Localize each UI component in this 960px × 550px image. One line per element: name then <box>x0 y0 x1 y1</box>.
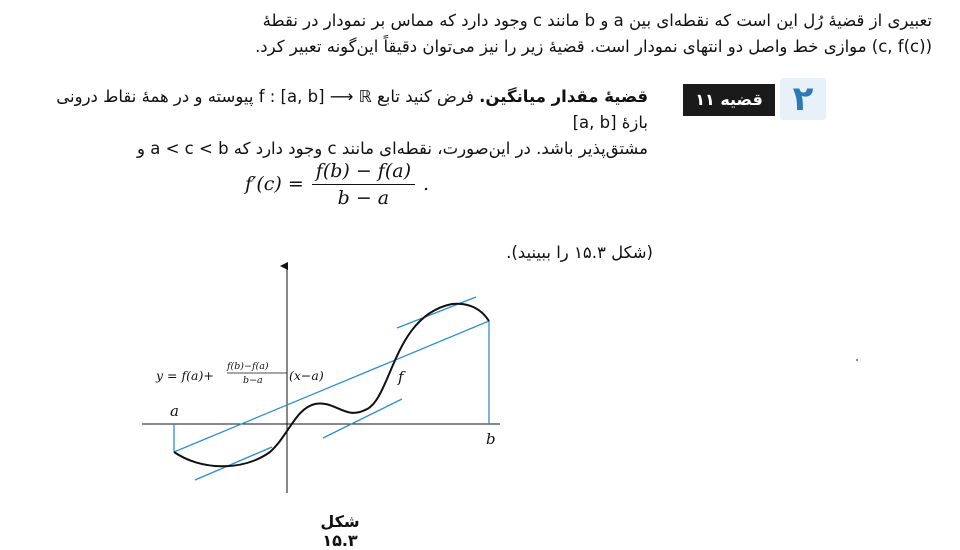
secant-equation-denominator: b−a <box>243 375 263 386</box>
formula-denominator: b − a <box>337 186 390 209</box>
secant-equation-numerator: f(b)−f(a) <box>227 361 269 372</box>
tangent-line-1 <box>195 447 272 480</box>
label-b: b <box>486 430 496 448</box>
formula-numerator: f(b) − f(a) <box>312 160 415 185</box>
secant-line <box>174 321 489 452</box>
label-a: a <box>170 402 179 420</box>
function-curve <box>174 304 489 467</box>
secant-equation-prefix: y = f(a)+ <box>156 368 214 383</box>
mean-value-formula <box>245 158 429 210</box>
see-figure-note: (شکل ۱۵.۳ را ببینید). <box>506 243 653 262</box>
label-f: f <box>398 368 404 386</box>
theorem-line-2: مشتق‌پذیر باشد. در این‌صورت، نقطه‌ای مانند c وجود دارد که a < c < b و <box>137 139 648 158</box>
theorem-line-1 <box>28 84 648 136</box>
intro-line-2: (c, f(c)) موازی خط واصل دو انتهای نمودار است. قضیهٔ زیر را نیز می‌توان دقیقاً این‌گونه تعبیر کرد. <box>255 37 932 56</box>
intro-line-1: تعبیری از قضیهٔ رُل این است که نقطه‌ای بین a و b مانند c وجود دارد که مماس بر نمودار در نقطهٔ <box>262 11 932 30</box>
tangent-line-2 <box>323 399 402 438</box>
intro-paragraph <box>2 8 932 60</box>
formula-lhs: f′(c) = <box>245 173 304 195</box>
theorem-title: قضیهٔ مقدار میانگین. <box>479 87 648 106</box>
figure-caption: شکل ۱۵.۳ <box>320 512 360 550</box>
chapter-number-badge: ۲ <box>780 78 826 120</box>
theorem-text-1: فرض کنید تابع f : [a, b] ⟶ ℝ پیوسته و در همهٔ نقاط درونی بازهٔ [a, b] <box>56 87 648 132</box>
theorem-badge: ۱۱ قضیه <box>683 84 775 116</box>
formula-fraction <box>312 160 415 209</box>
formula-period: . <box>423 173 430 195</box>
tangent-line-3 <box>397 297 476 328</box>
mean-value-figure <box>130 258 530 508</box>
theorem-statement <box>28 84 648 162</box>
stray-dot <box>856 359 858 361</box>
secant-equation-suffix: (x−a) <box>289 368 324 383</box>
